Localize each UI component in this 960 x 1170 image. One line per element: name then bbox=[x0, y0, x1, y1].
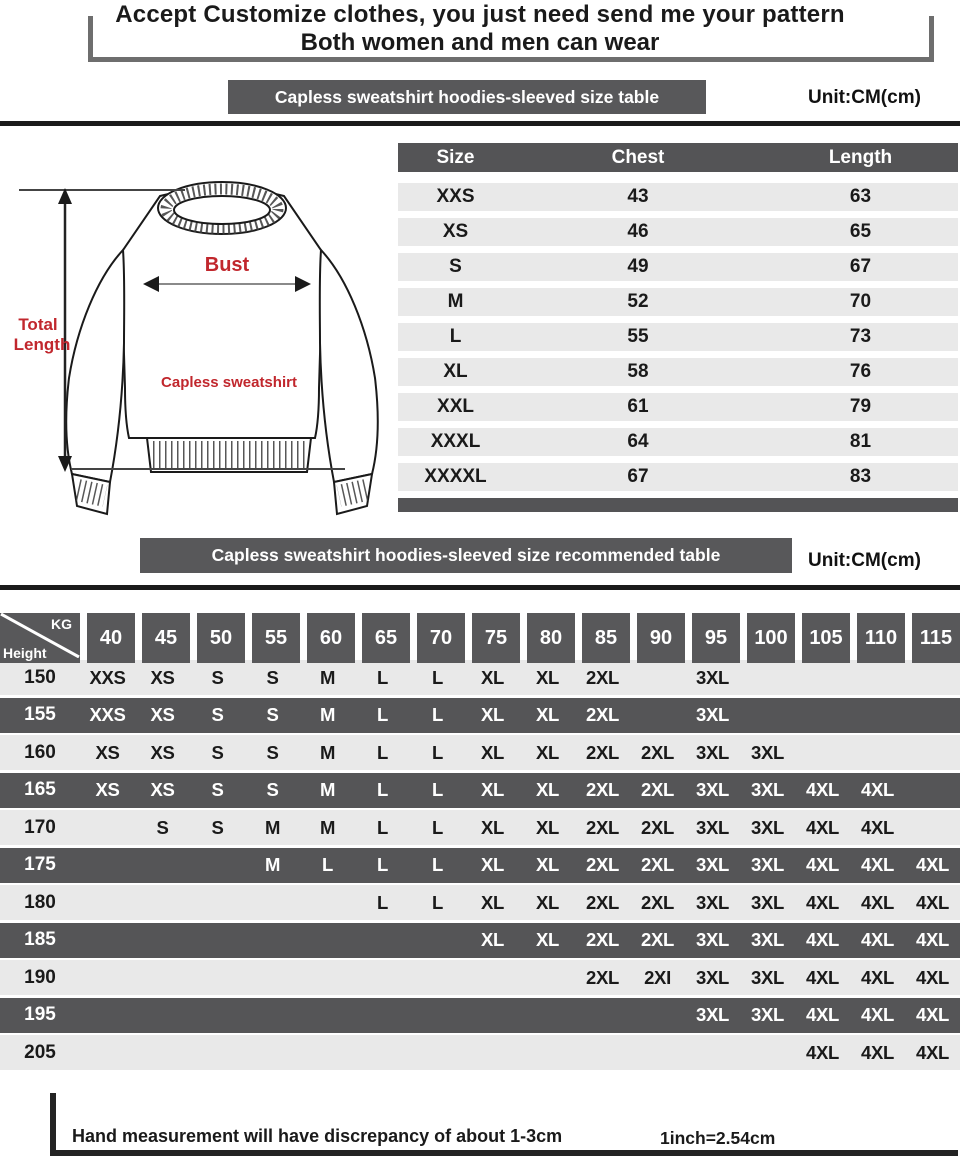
matrix-size-cell: 3XL bbox=[750, 854, 785, 875]
col-header-length: Length bbox=[828, 147, 893, 168]
length-cell: 83 bbox=[849, 466, 872, 487]
weight-header-cell: 70 bbox=[417, 613, 465, 663]
matrix-size-cell: M bbox=[319, 779, 336, 800]
matrix-row bbox=[0, 773, 960, 808]
matrix-size-cell: 3XL bbox=[695, 929, 730, 950]
matrix-size-cell: XS bbox=[150, 779, 175, 800]
size-cell: XXS bbox=[436, 186, 475, 207]
size-cell: S bbox=[449, 256, 462, 277]
matrix-size-cell: 4XL bbox=[915, 1041, 950, 1063]
matrix-size-cell: 4XL bbox=[805, 779, 840, 800]
matrix-size-cell: XL bbox=[480, 704, 505, 725]
recommended-table-banner: Capless sweatshirt hoodies-sleeved size recommended table bbox=[140, 538, 792, 573]
matrix-size-cell: 3XL bbox=[695, 779, 730, 800]
matrix-size-cell: 2XL bbox=[585, 741, 620, 763]
matrix-size-cell: M bbox=[319, 816, 336, 838]
weight-header-cell: 60 bbox=[307, 613, 355, 663]
matrix-size-cell: XL bbox=[480, 854, 505, 875]
matrix-size-cell: L bbox=[431, 666, 443, 688]
matrix-size-cell: L bbox=[376, 704, 388, 725]
matrix-size-cell: 2XI bbox=[644, 966, 671, 988]
length-cell: 81 bbox=[849, 431, 872, 452]
matrix-size-cell: XXS bbox=[89, 704, 126, 725]
size-cell: L bbox=[449, 326, 462, 347]
length-cell: 79 bbox=[849, 396, 872, 417]
size-table-row bbox=[398, 183, 958, 211]
matrix-size-cell: 2XL bbox=[585, 704, 620, 725]
size-table bbox=[398, 143, 958, 512]
length-cell: 73 bbox=[849, 326, 872, 347]
matrix-size-cell: 3XL bbox=[750, 816, 785, 838]
size-table-body bbox=[398, 183, 958, 491]
size-table-row bbox=[398, 323, 958, 351]
weight-header-cell: 45 bbox=[142, 613, 190, 663]
length-cell: 76 bbox=[849, 361, 872, 382]
size-table-row bbox=[398, 218, 958, 246]
chest-cell: 49 bbox=[627, 256, 649, 277]
matrix-size-cell: 2XL bbox=[585, 779, 620, 800]
corner-height-label: Height bbox=[3, 645, 47, 661]
matrix-size-cell: 2XL bbox=[585, 854, 620, 875]
matrix-size-cell: M bbox=[319, 666, 336, 688]
matrix-size-cell: 4XL bbox=[805, 929, 840, 950]
size-table-row bbox=[398, 358, 958, 386]
chest-cell: 55 bbox=[627, 326, 649, 347]
matrix-size-cell: 3XL bbox=[695, 704, 730, 725]
matrix-size-cell: 2XL bbox=[640, 929, 675, 950]
matrix-size-cell: XL bbox=[535, 741, 560, 763]
matrix-size-cell: 3XL bbox=[750, 966, 785, 988]
matrix-size-cell: XL bbox=[535, 854, 560, 875]
height-label: 190 bbox=[24, 966, 56, 988]
chest-cell: 61 bbox=[627, 396, 649, 417]
matrix-size-cell: XL bbox=[535, 666, 560, 688]
chest-cell: 43 bbox=[627, 186, 649, 207]
inch-conversion-note: 1inch=2.54cm bbox=[660, 1128, 776, 1148]
size-table-footer-bar bbox=[398, 498, 958, 512]
matrix-row bbox=[0, 1035, 960, 1070]
matrix-size-cell: XS bbox=[150, 666, 175, 688]
matrix-size-cell: 2XL bbox=[585, 929, 620, 950]
matrix-size-cell: 4XL bbox=[805, 1004, 840, 1025]
sweatshirt-right-sleeve bbox=[320, 250, 378, 482]
matrix-size-cell: 3XL bbox=[695, 966, 730, 988]
weight-header-cell: 40 bbox=[87, 613, 135, 663]
col-header-size: Size bbox=[436, 147, 475, 168]
col-header-chest: Chest bbox=[611, 147, 665, 168]
weight-header-cell: 85 bbox=[582, 613, 630, 663]
weight-header-cell: 50 bbox=[197, 613, 245, 663]
matrix-size-cell: XL bbox=[535, 929, 560, 950]
matrix-size-cell: 3XL bbox=[750, 1004, 785, 1025]
matrix-size-cell: XS bbox=[150, 704, 175, 725]
matrix-row bbox=[0, 660, 960, 695]
matrix-size-cell: 4XL bbox=[915, 929, 950, 950]
matrix-size-cell: 3XL bbox=[695, 816, 730, 838]
weight-header-cell: 110 bbox=[857, 613, 905, 663]
matrix-size-cell: S bbox=[266, 779, 279, 800]
matrix-size-cell: 2XL bbox=[585, 891, 620, 913]
garment-label: Capless sweatshirt bbox=[161, 374, 297, 391]
matrix-size-cell: 3XL bbox=[750, 891, 785, 913]
matrix-size-cell: 3XL bbox=[695, 666, 730, 688]
matrix-size-cell: L bbox=[431, 704, 443, 725]
matrix-size-cell: L bbox=[321, 854, 333, 875]
matrix-size-cell: XXS bbox=[89, 666, 126, 688]
sweatshirt-diagram bbox=[5, 138, 395, 528]
weight-header-cell: 115 bbox=[912, 613, 960, 663]
matrix-size-cell: L bbox=[431, 816, 443, 838]
matrix-size-cell: XL bbox=[480, 816, 505, 838]
matrix-size-cell: L bbox=[376, 666, 388, 688]
matrix-size-cell: 2XL bbox=[640, 741, 675, 763]
matrix-size-cell: 4XL bbox=[860, 854, 895, 875]
matrix-size-cell: L bbox=[431, 741, 443, 763]
weight-header-cell: 75 bbox=[472, 613, 520, 663]
unit-label-1: Unit:CM(cm) bbox=[808, 87, 921, 108]
weight-header-cell: 65 bbox=[362, 613, 410, 663]
weight-header-cell: 95 bbox=[692, 613, 740, 663]
matrix-size-cell: L bbox=[431, 891, 443, 913]
matrix-size-cell: XL bbox=[535, 891, 560, 913]
matrix-size-cell: XL bbox=[480, 891, 505, 913]
matrix-size-cell: S bbox=[266, 666, 279, 688]
size-table-row bbox=[398, 288, 958, 316]
sweatshirt-left-sleeve bbox=[66, 250, 124, 482]
bust-label: Bust bbox=[204, 254, 250, 276]
matrix-size-cell: 4XL bbox=[860, 966, 895, 988]
matrix-size-cell: S bbox=[266, 704, 279, 725]
matrix-size-cell: 4XL bbox=[805, 816, 840, 838]
weight-header-cell: 90 bbox=[637, 613, 685, 663]
matrix-size-cell: 2XL bbox=[640, 779, 675, 800]
height-label: 195 bbox=[24, 1004, 56, 1025]
matrix-size-cell: M bbox=[319, 704, 336, 725]
matrix-size-cell: 4XL bbox=[860, 1041, 895, 1063]
matrix-size-cell: 2XL bbox=[585, 816, 620, 838]
matrix-size-cell: M bbox=[319, 741, 336, 763]
matrix-size-cell: S bbox=[266, 741, 279, 763]
matrix-row bbox=[0, 998, 960, 1033]
length-cell: 67 bbox=[849, 256, 872, 277]
height-label: 165 bbox=[24, 779, 56, 800]
total-length-label-2: Length bbox=[13, 335, 71, 354]
weight-header-cell: 55 bbox=[252, 613, 300, 663]
chest-cell: 64 bbox=[627, 431, 649, 452]
matrix-size-cell: 4XL bbox=[915, 1004, 950, 1025]
matrix-size-cell: L bbox=[376, 741, 388, 763]
matrix-size-cell: 3XL bbox=[695, 1004, 730, 1025]
weight-header-cell: 100 bbox=[747, 613, 795, 663]
size-cell: XXXXL bbox=[424, 466, 487, 487]
matrix-size-cell: S bbox=[156, 816, 169, 838]
matrix-size-cell: 4XL bbox=[860, 891, 895, 913]
matrix-row bbox=[0, 960, 960, 995]
matrix-size-cell: 4XL bbox=[915, 891, 950, 913]
matrix-size-cell: 4XL bbox=[805, 854, 840, 875]
page-subtitle: Both women and men can wear bbox=[300, 29, 660, 56]
height-label: 175 bbox=[24, 854, 56, 875]
matrix-size-cell: 3XL bbox=[750, 929, 785, 950]
length-cell: 70 bbox=[849, 291, 872, 312]
size-cell: XXL bbox=[437, 396, 474, 417]
page-title: Accept Customize clothes, you just need send me your pattern bbox=[115, 1, 845, 28]
section-divider-2 bbox=[0, 585, 960, 590]
matrix-size-cell: XL bbox=[535, 816, 560, 838]
size-table-row bbox=[398, 428, 958, 456]
matrix-size-cell: 4XL bbox=[805, 891, 840, 913]
chest-cell: 52 bbox=[627, 291, 649, 312]
size-table-header bbox=[398, 143, 958, 172]
height-label: 180 bbox=[24, 891, 56, 913]
matrix-size-cell: L bbox=[376, 816, 388, 838]
matrix-size-cell: XL bbox=[535, 779, 560, 800]
matrix-size-cell: 3XL bbox=[695, 854, 730, 875]
matrix-size-cell: 4XL bbox=[915, 966, 950, 988]
matrix-row bbox=[0, 885, 960, 920]
matrix-size-cell: 2XL bbox=[640, 816, 675, 838]
height-label: 150 bbox=[24, 666, 56, 688]
matrix-size-cell: S bbox=[211, 666, 224, 688]
measurement-note: Hand measurement will have discrepancy of about 1-3cm bbox=[72, 1126, 563, 1146]
matrix-size-cell: 4XL bbox=[915, 854, 950, 875]
matrix-size-cell: S bbox=[211, 779, 224, 800]
recommended-size-matrix bbox=[0, 613, 960, 1073]
matrix-size-cell: 2XL bbox=[585, 666, 620, 688]
unit-label-2: Unit:CM(cm) bbox=[808, 550, 921, 571]
size-cell: XXXL bbox=[430, 431, 481, 452]
matrix-row bbox=[0, 735, 960, 770]
matrix-size-cell: M bbox=[264, 854, 281, 875]
size-cell: M bbox=[447, 291, 464, 312]
matrix-size-cell: 2XL bbox=[585, 966, 620, 988]
matrix-row bbox=[0, 848, 960, 883]
section-divider-1 bbox=[0, 121, 960, 126]
matrix-size-cell: 2XL bbox=[640, 854, 675, 875]
height-label: 155 bbox=[24, 704, 56, 725]
matrix-size-cell: L bbox=[431, 854, 443, 875]
chest-cell: 46 bbox=[627, 221, 649, 242]
size-table-row bbox=[398, 463, 958, 491]
matrix-size-cell: XS bbox=[150, 741, 175, 763]
matrix-size-cell: 3XL bbox=[750, 741, 785, 763]
height-label: 160 bbox=[24, 741, 56, 763]
matrix-size-cell: 4XL bbox=[860, 929, 895, 950]
size-cell: XS bbox=[442, 221, 469, 242]
matrix-size-cell: 4XL bbox=[805, 966, 840, 988]
matrix-body bbox=[0, 660, 960, 1070]
size-table-row bbox=[398, 393, 958, 421]
chest-cell: 58 bbox=[627, 361, 649, 382]
matrix-size-cell: L bbox=[376, 854, 388, 875]
length-cell: 65 bbox=[849, 221, 872, 242]
matrix-size-cell: L bbox=[431, 779, 443, 800]
matrix-size-cell: 3XL bbox=[750, 779, 785, 800]
matrix-size-cell: 2XL bbox=[640, 891, 675, 913]
matrix-size-cell: L bbox=[376, 779, 388, 800]
matrix-row bbox=[0, 923, 960, 958]
matrix-header-row bbox=[0, 613, 960, 661]
size-table-row bbox=[398, 253, 958, 281]
length-cell: 63 bbox=[849, 186, 872, 207]
height-label: 185 bbox=[24, 929, 56, 950]
matrix-size-cell: XS bbox=[95, 779, 120, 800]
matrix-size-cell: XS bbox=[95, 741, 120, 763]
weight-header-cell: 105 bbox=[802, 613, 850, 663]
size-table-banner: Capless sweatshirt hoodies-sleeved size table bbox=[228, 80, 706, 114]
weight-header-cell: 80 bbox=[527, 613, 575, 663]
matrix-size-cell: XL bbox=[480, 666, 505, 688]
matrix-size-cell: M bbox=[264, 816, 281, 838]
matrix-size-cell: 4XL bbox=[805, 1041, 840, 1063]
sweatshirt-drawing bbox=[5, 138, 395, 528]
matrix-size-cell: S bbox=[211, 816, 224, 838]
size-cell: XL bbox=[443, 361, 468, 382]
matrix-size-cell: 4XL bbox=[860, 816, 895, 838]
matrix-size-cell: 3XL bbox=[695, 891, 730, 913]
matrix-size-cell: XL bbox=[480, 929, 505, 950]
matrix-size-cell: S bbox=[211, 741, 224, 763]
matrix-size-cell: L bbox=[376, 891, 388, 913]
matrix-size-cell: XL bbox=[480, 779, 505, 800]
matrix-row bbox=[0, 698, 960, 733]
matrix-row bbox=[0, 810, 960, 845]
total-length-label-1: Total bbox=[18, 315, 58, 334]
matrix-size-cell: 4XL bbox=[860, 779, 895, 800]
height-label: 170 bbox=[24, 816, 56, 838]
matrix-size-cell: 3XL bbox=[695, 741, 730, 763]
matrix-corner-cell bbox=[0, 613, 80, 663]
matrix-size-cell: S bbox=[211, 704, 224, 725]
matrix-size-cell: XL bbox=[535, 704, 560, 725]
height-label: 205 bbox=[24, 1041, 56, 1063]
matrix-size-cell: XL bbox=[480, 741, 505, 763]
corner-kg-label: KG bbox=[51, 616, 72, 632]
chest-cell: 67 bbox=[627, 466, 649, 487]
matrix-size-cell: 4XL bbox=[860, 1004, 895, 1025]
